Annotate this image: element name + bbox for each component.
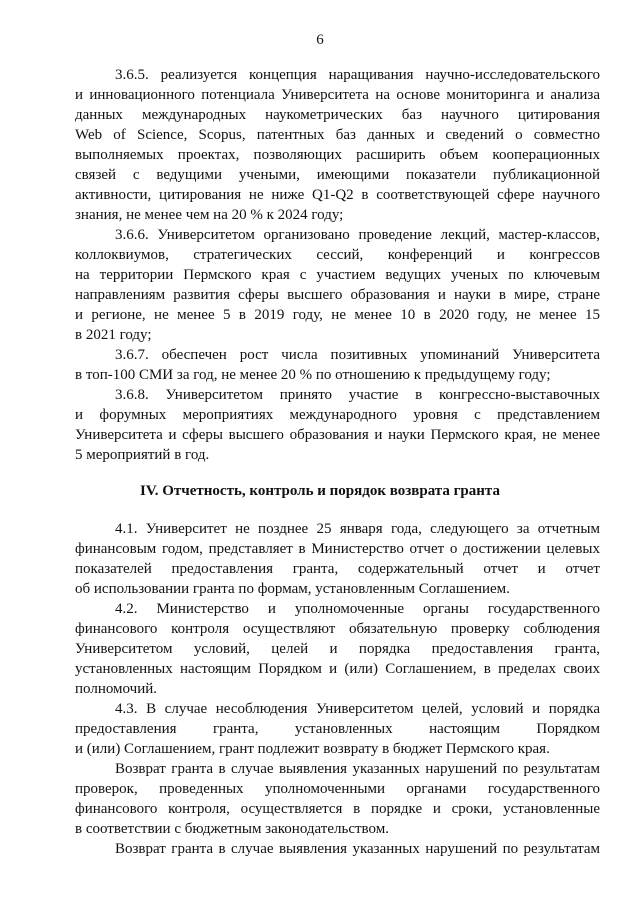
text-line: Возврат гранта в случае выявления указанных нарушений по результатам: [115, 761, 600, 777]
text-line: и регионе, не менее 5 в 2019 году, не менее 10 в 2020 году, не менее 15: [75, 307, 600, 323]
text-line: на территории Пермского края с участием ведущих ученых по ключевым: [75, 267, 600, 283]
text-line: 3.6.7. обеспечен рост числа позитивных упоминаний Университета: [115, 347, 600, 363]
page-number: 6: [316, 32, 324, 48]
text-line: полномочий.: [75, 681, 158, 697]
text-line: установленных настоящим Порядком и (или) Соглашением, в пределах своих: [75, 661, 600, 677]
text-line: и инновационного потенциала Университета на основе мониторинга и анализа: [75, 87, 600, 103]
text-line: связей с ведущими учеными, имеющими показатели публикационной: [75, 167, 600, 183]
text-line: предоставления гранта, установленных настоящим Порядком: [75, 721, 600, 737]
text-line: в топ-100 СМИ за год, не менее 20 % по отношению к предыдущему году;: [75, 367, 551, 383]
text-line: направлениям развития сферы высшего образования и науки в мире, стране: [75, 287, 600, 303]
text-line: данных международных наукометрических баз научного цитирования: [75, 107, 600, 123]
text-line: показателей предоставления гранта, содержательный отчет и отчет: [75, 561, 600, 577]
text-line: коллоквиумов, стратегических сессий, конференций и конгрессов: [75, 247, 600, 263]
text-line: 4.3. В случае несоблюдения Университетом целей, условий и порядка: [115, 701, 600, 717]
text-line: финансового контроля, осуществляется в порядке и сроки, установленные: [75, 801, 600, 817]
text-line: и форумных мероприятиях международного уровня с представлением: [75, 407, 600, 423]
text-line: 3.6.6. Университетом организовано проведение лекций, мастер-классов,: [115, 227, 600, 243]
text-line: выполняемых проектах, позволяющих расширить объем кооперационных: [75, 147, 600, 163]
text-line: в соответствии с бюджетным законодательством.: [75, 821, 389, 837]
text-line: 3.6.8. Университетом принято участие в конгрессно-выставочных: [115, 387, 600, 403]
text-line: и (или) Соглашением, грант подлежит возврату в бюджет Пермского края.: [75, 741, 550, 757]
text-line: 4.1. Университет не позднее 25 января года, следующего за отчетным: [115, 521, 600, 537]
text-line: 5 мероприятий в год.: [75, 447, 210, 463]
text-line: Университета и сферы высшего образования и науки Пермского края, не менее: [75, 427, 600, 443]
text-line: финансовым годом, представляет в Министерство отчет о достижении целевых: [75, 541, 600, 557]
text-line: активности, цитирования не ниже Q1-Q2 в соответствующей сфере научного: [75, 187, 600, 203]
text-line: 4.2. Министерство и уполномоченные органы государственного: [115, 601, 600, 617]
text-line: Возврат гранта в случае выявления указанных нарушений по результатам: [115, 841, 600, 857]
text-line: знания, не менее чем на 20 % к 2024 году;: [75, 207, 344, 223]
section-heading: IV. Отчетность, контроль и порядок возврата гранта: [140, 483, 500, 499]
text-line: Университетом условий, целей и порядка предоставления гранта,: [75, 641, 600, 657]
text-line: проверок, проведенных уполномоченными органами государственного: [75, 781, 600, 797]
text-line: об использовании гранта по формам, установленным Соглашением.: [75, 581, 510, 597]
text-line: в 2021 году;: [75, 327, 152, 343]
text-line: финансового контроля осуществляют обязательную проверку соблюдения: [75, 621, 600, 637]
text-line: Web of Science, Scopus, патентных баз данных и сведений о совместно: [75, 127, 600, 143]
text-line: 3.6.5. реализуется концепция наращивания научно-исследовательского: [115, 67, 600, 83]
